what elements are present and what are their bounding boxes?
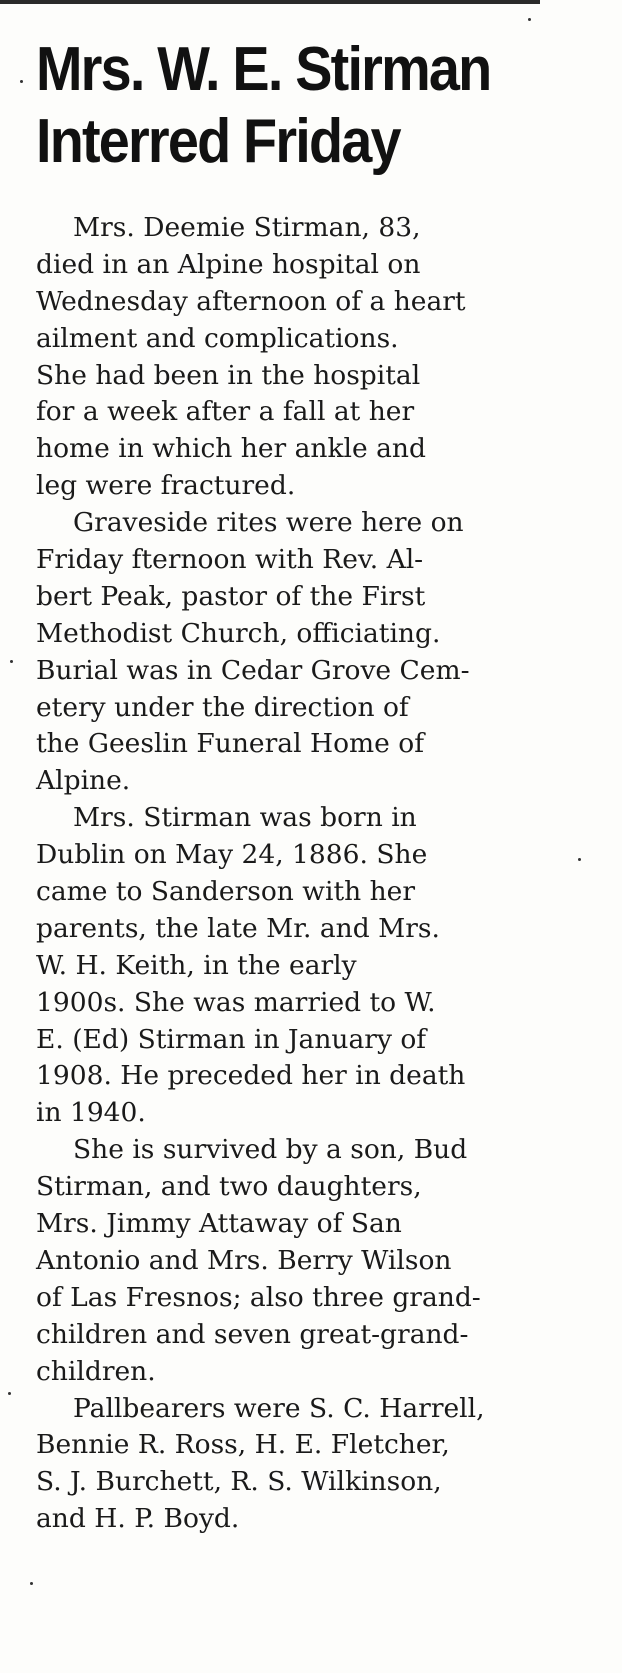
headline-line: Interred Friday (36, 107, 400, 176)
text-line: She had been in the hospital (36, 359, 421, 391)
text-line: etery under the direction of (36, 691, 409, 723)
text-line: children. (36, 1355, 156, 1387)
print-speck (578, 858, 581, 861)
text-line: children and seven great-grand- (36, 1318, 469, 1350)
print-speck (30, 1582, 33, 1585)
text-line: in 1940. (36, 1097, 146, 1129)
text-line: Methodist Church, officiating. (36, 617, 441, 649)
text-line: Antonio and Mrs. Berry Wilson (36, 1244, 452, 1276)
text-line: home in which her ankle and (36, 433, 426, 465)
paragraph-pallbearers (36, 1391, 596, 1539)
text-line: Wednesday afternoon of a heart (36, 285, 466, 317)
print-speck (528, 18, 531, 21)
text-line: Pallbearers were S. C. Harrell, (73, 1392, 485, 1424)
text-line: Mrs. Deemie Stirman, 83, (73, 212, 421, 243)
text-line: died in an Alpine hospital on (36, 248, 421, 280)
print-speck (10, 660, 13, 663)
text-line: Mrs. Stirman was born in (73, 802, 417, 834)
top-border-rule (0, 0, 540, 4)
print-speck (8, 1392, 11, 1395)
text-line: W. H. Keith, in the early (36, 949, 357, 981)
text-line: S. J. Burchett, R. S. Wilkinson, (36, 1466, 442, 1498)
text-line: of Las Fresnos; also three grand- (36, 1281, 481, 1313)
text-line: came to Sanderson with her (36, 876, 415, 908)
text-line: Dublin on May 24, 1886. She (36, 839, 428, 871)
headline-line: Mrs. W. E. Stirman (36, 35, 491, 104)
text-line: for a week after a fall at her (36, 396, 415, 428)
text-line: 1908. He preceded her in death (36, 1060, 466, 1092)
text-line: Stirman, and two daughters, (36, 1171, 422, 1203)
text-line: Burial was in Cedar Grove Cem- (36, 654, 470, 686)
paragraph-death-notice (36, 210, 596, 505)
text-line: and H. P. Boyd. (36, 1503, 240, 1535)
text-line: bert Peak, pastor of the First (36, 580, 426, 612)
paragraph-survivors (36, 1132, 596, 1390)
text-line: the Geeslin Funeral Home of (36, 728, 425, 760)
paragraph-biography (36, 800, 596, 1132)
text-line: Alpine. (36, 765, 131, 797)
text-line: 1900s. She was married to W. (36, 986, 436, 1018)
text-line: Bennie R. Ross, H. E. Fletcher, (36, 1429, 450, 1461)
text-line: Friday fternoon with Rev. Al- (36, 544, 424, 576)
text-line: leg were fractured. (36, 470, 296, 502)
headline (36, 34, 540, 178)
article-body (36, 210, 596, 1538)
text-line: Graveside rites were here on (73, 507, 464, 539)
paragraph-graveside-rites (36, 505, 596, 800)
text-line: parents, the late Mr. and Mrs. (36, 912, 440, 944)
text-line: ailment and complications. (36, 322, 399, 354)
print-speck (20, 80, 23, 83)
text-line: E. (Ed) Stirman in January of (36, 1023, 427, 1055)
text-line: She is survived by a son, Bud (73, 1134, 468, 1166)
text-line: Mrs. Jimmy Attaway of San (36, 1208, 402, 1240)
